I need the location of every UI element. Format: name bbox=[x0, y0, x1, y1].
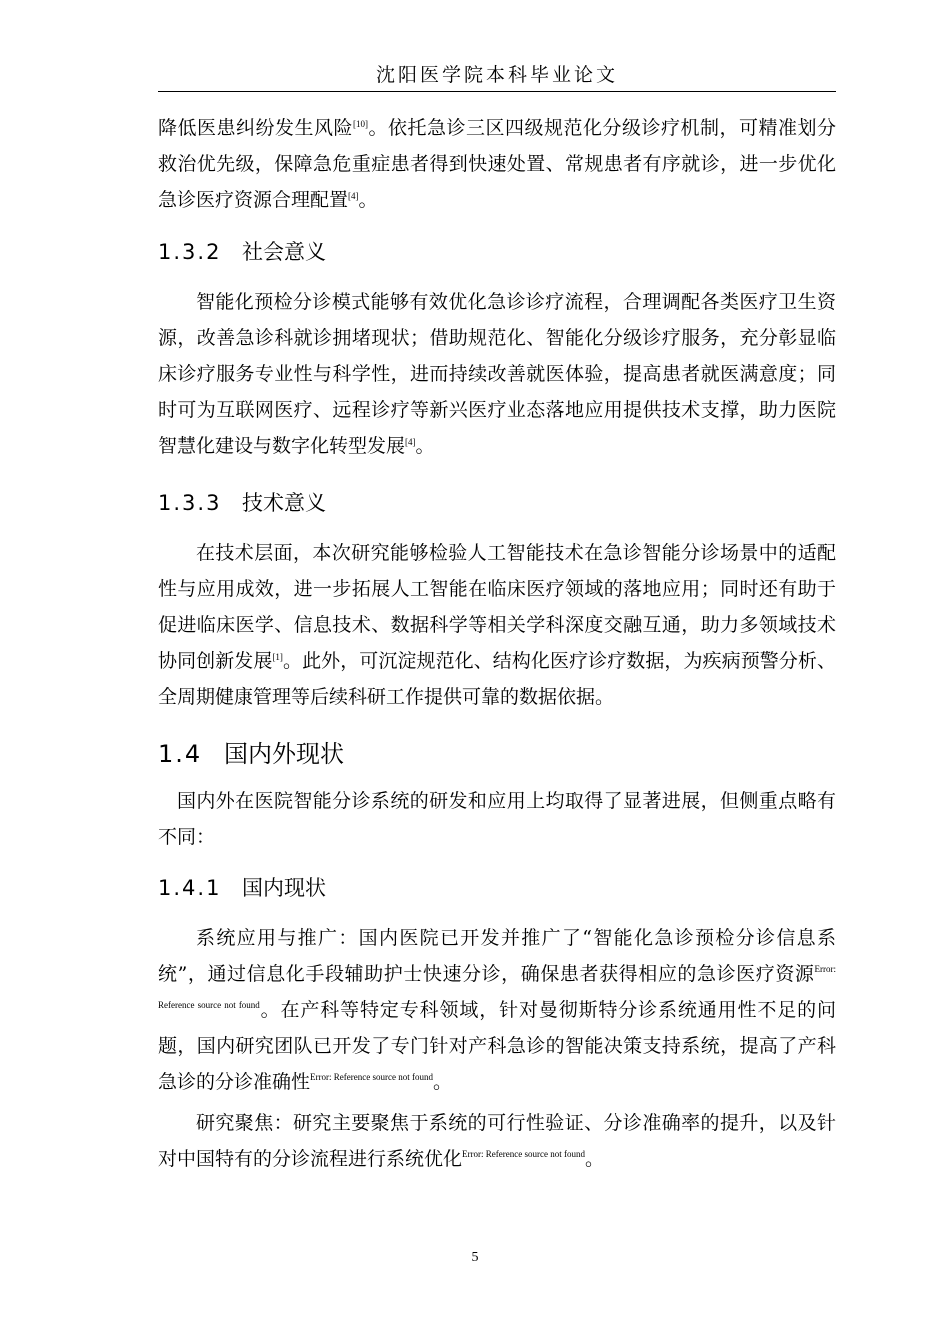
paragraph-text: 智能化预检分诊模式能够有效优化急诊诊疗流程，合理调配各类医疗卫生资源，改善急诊科就诊拥堵现状；借助规范化、智能化分级诊疗服务，充分彰显临床诊疗服务专业性与科学性，进而持续改善就医体验，提高患者就医满意度；同时可为互联网医疗、远程诊疗等新兴医疗业态落地应用提供技术支撑，助力医院智慧化建设与数字化转型发展 bbox=[158, 291, 836, 457]
paragraph-text-end: 。 bbox=[584, 1148, 604, 1170]
section-title: 国内外现状 bbox=[224, 740, 344, 768]
social-significance-paragraph bbox=[158, 284, 836, 464]
paragraph-text: 系统应用与推广：国内医院已开发并推广了“智能化急诊预检分诊信息系统”，通过信息化手段辅助护士快速分诊，确保患者获得相应的急诊医疗资源 bbox=[158, 927, 836, 985]
broken-reference[interactable]: Error: Reference source not found bbox=[310, 1072, 433, 1082]
broken-reference[interactable]: Error: Reference source not found bbox=[158, 964, 836, 1010]
paragraph-text-end: 。 bbox=[432, 1071, 452, 1093]
page-number: 5 bbox=[471, 1250, 479, 1265]
citation-ref[interactable]: [4] bbox=[348, 191, 359, 201]
section-title: 社会意义 bbox=[242, 240, 326, 264]
paragraph-text: 研究聚焦：研究主要聚焦于系统的可行性验证、分诊准确率的提升，以及针对中国特有的分诊流程进行系统优化 bbox=[158, 1112, 836, 1170]
status-overview-paragraph: 国内外在医院智能分诊系统的研发和应用上均取得了显著进展，但侧重点略有不同： bbox=[158, 790, 836, 848]
running-header: 沈阳医学院本科毕业论文 bbox=[375, 64, 618, 86]
citation-ref[interactable]: [10] bbox=[353, 119, 368, 129]
paragraph-text: 在技术层面，本次研究能够检验人工智能技术在急诊智能分诊场景中的适配性与应用成效，进一步拓展人工智能在临床医疗领域的落地应用；同时还有助于促进临床医学、信息技术、数据科学等相关学科深度交融互通，助力多领域技术协同创新发展 bbox=[158, 542, 836, 672]
section-title: 国内现状 bbox=[242, 876, 326, 900]
section-heading-1-4 bbox=[158, 734, 344, 769]
research-focus-paragraph bbox=[158, 1105, 836, 1177]
intro-paragraph bbox=[158, 110, 836, 218]
intro-text-1: 降低医患纠纷发生风险 bbox=[158, 117, 353, 139]
citation-ref[interactable]: [4] bbox=[405, 437, 416, 447]
intro-text-2: 。依托急诊三区四级规范化分级诊疗机制，可精准划分救治优先级，保障急危重症患者得到快速处置、常规患者有序就诊，进一步优化急诊医疗资源合理配置 bbox=[158, 117, 836, 211]
broken-reference[interactable]: Error: Reference source not found bbox=[462, 1149, 585, 1159]
section-number: 1.4 bbox=[158, 740, 203, 768]
paragraph-text: 。在产科等特定专科领域，针对曼彻斯特分诊系统通用性不足的问题，国内研究团队已开发了专门针对产科急诊的智能决策支持系统，提高了产科急诊的分诊准确性 bbox=[158, 999, 836, 1093]
section-number: 1.4.1 bbox=[158, 876, 222, 900]
domestic-application-paragraph bbox=[158, 920, 836, 1100]
section-number: 1.3.2 bbox=[158, 240, 222, 264]
section-heading-1-4-1 bbox=[158, 872, 326, 902]
citation-ref[interactable]: [1] bbox=[272, 652, 283, 662]
technical-significance-paragraph bbox=[158, 535, 836, 715]
section-heading-1-3-3 bbox=[158, 487, 326, 517]
paragraph-text-end: 。此外，可沉淀规范化、结构化医疗诊疗数据，为疾病预警分析、全周期健康管理等后续科研工作提供可靠的数据依据。 bbox=[158, 650, 836, 708]
section-number: 1.3.3 bbox=[158, 491, 222, 515]
header-rule bbox=[158, 91, 836, 92]
section-heading-1-3-2 bbox=[158, 236, 326, 266]
intro-text-3: 。 bbox=[358, 189, 378, 211]
paragraph-text-end: 。 bbox=[415, 435, 435, 457]
section-title: 技术意义 bbox=[242, 491, 326, 515]
